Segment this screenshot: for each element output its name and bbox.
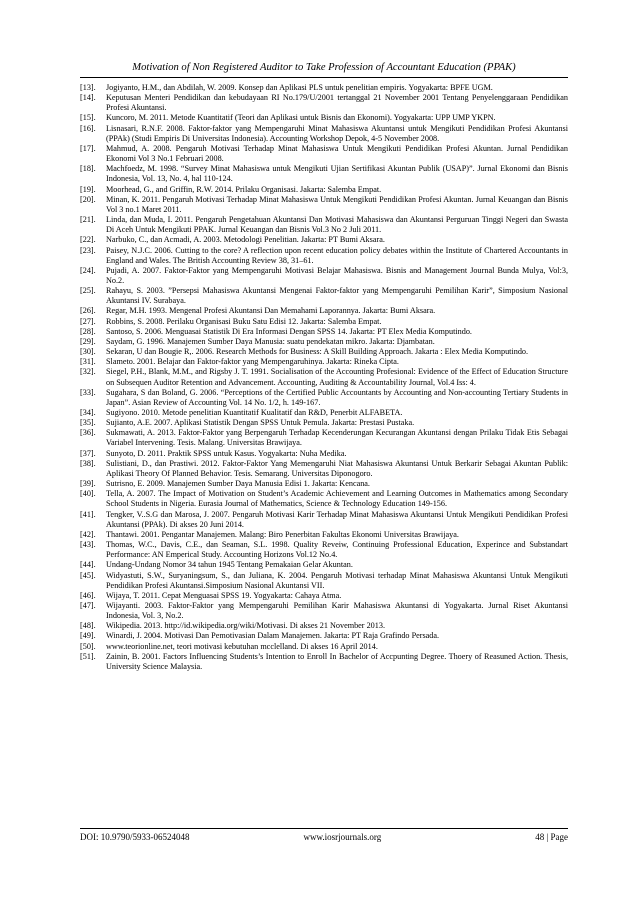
reference-text: Tengker, V..S.G dan Marosa, J. 2007. Pengaruh Motivasi Karir Terhadap Minat Mahasiswa Akuntansi Untuk Mengikuti Pendidikan Profesi Akuntansi (PPAk). Di akses 20 Juni 2014. — [106, 509, 568, 529]
reference-number: [44]. — [80, 560, 96, 570]
reference-item — [80, 652, 568, 672]
footer-doi: DOI: 10.9790/5933-06524048 — [80, 832, 190, 842]
reference-number: [50]. — [80, 641, 96, 651]
reference-item — [80, 347, 568, 357]
reference-text: Sukmawati, A. 2013. Faktor-Faktor yang Berpengaruh Terhadap Kecenderungan Kecurangan Akuntansi dengan Prilaku Tidak Etis Sebagai Variabel Intervening. Tesis. Malang. Universitas Brawijaya. — [106, 428, 568, 448]
reference-text: Kuncoro, M. 2011. Metode Kuantitatif (Teori dan Aplikasi untuk Bisnis dan Ekonomi). Yogyakarta: UPP UMP YKPN. — [106, 113, 496, 123]
reference-text: Jogiyanto, H.M., dan Abdilah, W. 2009. Konsep dan Aplikasi PLS untuk penelitian empiris. Yogyakarta: BPFE UGM. — [106, 83, 493, 92]
reference-item — [80, 408, 568, 418]
reference-number: [20]. — [80, 194, 96, 204]
reference-text: www.teorionline.net, teori motivasi kebutuhan mcclelland. Di akses 16 April 2014. — [106, 641, 378, 651]
reference-text: Tella, A. 2007. The Impact of Motivation on Student’s Academic Achievement and Learning Outcomes in Mathematics among Secondary School Students in Nigeria. Eurasia Journal of Mathematics, Science & Technology Education 149-156. — [106, 489, 568, 509]
reference-text: Mahmud, A. 2008. Pengaruh Motivasi Terhadap Minat Mahasiswa Untuk Mengikuti Pendidikan Profesi Akuntan. Jurnal Pendidikan Ekonomi Vol 3 No.1 Februari 2008. — [106, 143, 568, 164]
reference-text: Winardi, J. 2004. Motivasi Dan Pemotivasian Dalam Manajemen. Jakarta: PT Raja Grafindo Persada. — [106, 631, 440, 641]
reference-item — [80, 286, 568, 306]
reference-item — [80, 388, 568, 408]
reference-item — [80, 93, 568, 113]
reference-number: [39]. — [80, 479, 96, 489]
reference-item — [80, 124, 568, 144]
reference-number: [41]. — [80, 509, 96, 519]
reference-item — [80, 306, 568, 316]
reference-item — [80, 459, 568, 479]
footer-page-number: 48 | Page — [535, 832, 568, 842]
reference-number: [43]. — [80, 540, 96, 550]
reference-item — [80, 164, 568, 184]
reference-number: [26]. — [80, 306, 96, 316]
reference-text: Linda, dan Muda, I. 2011. Pengaruh Pengetahuan Akuntansi Dan Motivasi Mahasiswa dan Akuntansi Perguruan Tinggi Negeri dan Swasta Di Aceh Untuk Mengikuti PPAK. Jurnal Keuangan dan Bisnis Vol.3 No 2 Juli 2011. — [106, 215, 568, 235]
reference-number: [27]. — [80, 316, 96, 326]
reference-item — [80, 357, 568, 367]
reference-text: Moorhead, G., and Griffin, R.W. 2014. Prilaku Organisasi. Jakarta: Salemba Empat. — [106, 184, 382, 194]
reference-text: Zainin, B. 2001. Factors Influencing Students’s Intention to Enroll In Bachelor of Accpunting Degree. Thoery of Reasuned Action. Thesis, University Science Malaysia. — [106, 651, 568, 671]
reference-number: [23]. — [80, 245, 96, 255]
reference-text: Wikipedia. 2013. http://id.wikipedia.org/wiki/Motivasi. Di akses 21 November 2013. — [106, 621, 385, 631]
reference-item — [80, 571, 568, 591]
running-header: Motivation of Non Registered Auditor to Take Profession of Accountant Education (PPAK) — [132, 62, 516, 73]
reference-number: [18]. — [80, 164, 96, 174]
reference-number: [16]. — [80, 123, 96, 133]
reference-text: Machfoedz, M. 1998. “Survey Minat Mahasiswa untuk Mengikuti Ujian Sertifikasi Akuntan Publik (USAP)”. Jurnal Ekonomi dan Bisnis Indonesia, Vol. 13, No. 4, hal 110-124. — [106, 164, 568, 184]
reference-item — [80, 642, 568, 652]
reference-text: Minan, K. 2011. Pengaruh Motivasi Terhadap Minat Mahasiswa Untuk Mengikuti Pendidikan Profesi Akuntan. Jurnal Keuangan dan Bisnis Vol 3 no.1 Maret 2011. — [106, 194, 568, 214]
footer-divider — [80, 828, 568, 829]
reference-number: [28]. — [80, 326, 96, 336]
reference-item — [80, 621, 568, 631]
reference-number: [48]. — [80, 621, 96, 631]
reference-text: Sugiyono. 2010. Metode penelitian Kuantitatif Kualitatif dan R&D, Penerbit ALFABETA. — [106, 408, 403, 417]
reference-text: Pujadi, A. 2007. Faktor-Faktor yang Mempengaruhi Motivasi Belajar Mahasiswa. Bisnis and Management Journal Bunda Mulya, Vol:3, No.2. — [106, 265, 568, 285]
reference-text: Keputusan Menteri Pendidikan dan kebudayaan RI No.179/U/2001 tertanggal 21 November 2001 Tentang Penyelenggaraan Pendidikan Profesi Akuntansi. — [106, 93, 568, 113]
reference-text: Robbins, S. 2008. Perilaku Organisasi Buku Satu Edisi 12. Jakarta: Salemba Empat. — [106, 316, 382, 326]
reference-list — [80, 83, 568, 672]
reference-text: Santoso, S. 2006. Menguasai Statistik Di Era Informasi Dengan SPSS 14. Jakarta: PT Elex Media Komputindo. — [106, 326, 472, 336]
reference-item — [80, 83, 568, 93]
reference-text: Slameto. 2001. Belajar dan Faktor-faktor yang Mempengaruhinya. Jakarta: Rineka Cipta. — [106, 357, 399, 367]
reference-number: [19]. — [80, 184, 96, 194]
reference-item — [80, 418, 568, 428]
reference-number: [30]. — [80, 347, 96, 357]
reference-number: [13]. — [80, 83, 96, 92]
reference-number: [29]. — [80, 336, 96, 346]
reference-item — [80, 449, 568, 459]
reference-text: Wijayanti. 2003. Faktor-Faktor yang Mempengaruhi Pemilihan Karir Mahasiswa Akuntansi di Yogyakarta. Jurnal Riset Akuntansi Indonesia, Vol. 3, No.2. — [106, 600, 568, 621]
reference-item — [80, 601, 568, 621]
reference-item — [80, 215, 568, 235]
reference-item — [80, 246, 568, 266]
reference-item — [80, 266, 568, 286]
reference-number: [46]. — [80, 590, 96, 600]
reference-text: Wijaya, T. 2011. Cepat Menguasai SPSS 19. Yogyakarta: Cahaya Atma. — [106, 590, 342, 600]
reference-number: [14]. — [80, 93, 96, 103]
reference-item — [80, 113, 568, 123]
reference-number: [15]. — [80, 113, 96, 123]
reference-item — [80, 337, 568, 347]
reference-text: Sutrisno, E. 2009. Manajemen Sumber Daya Manusia Edisi 1. Jakarta: Kencana. — [106, 479, 370, 489]
reference-item — [80, 144, 568, 164]
reference-number: [47]. — [80, 600, 96, 610]
reference-item — [80, 428, 568, 448]
reference-item — [80, 367, 568, 387]
reference-text: Sugahara, S dan Boland, G. 2006. “Perceptions of the Certified Public Accountants by Accounting and Non-accounting Tertiary Students in Japan”. Asian Review of Accounting Vol. 14 No. 1/2, h. 149-167. — [106, 387, 568, 407]
reference-number: [25]. — [80, 286, 96, 296]
reference-number: [24]. — [80, 265, 96, 275]
reference-text: Thantawi. 2001. Pengantar Manajemen. Malang: Biro Penerbitan Fakultas Ekonomi Universitas Brawijaya. — [106, 529, 459, 539]
reference-text: Sunyoto, D. 2011. Praktik SPSS untuk Kasus. Yogyakarta: Nuha Medika. — [106, 448, 347, 458]
reference-text: Undang-Undang Nomor 34 tahun 1945 Tentang Pemakaian Gelar Akuntan. — [106, 560, 353, 570]
reference-text: Rahayu, S. 2003. ”Persepsi Mahasiswa Akuntansi Mengenai Faktor-faktor yang Mempengaruhi Pemilihan Karir”, Simposium Nasional Akuntansi IV. Surabaya. — [106, 286, 568, 306]
reference-text: Sulistiani, D., dan Prastiwi. 2012. Faktor-Faktor Yang Memengaruhi Niat Mahasiswa Akuntansi Untuk Berkarir Sebagai Akuntan Publik: Aplikasi Theory Of Planned Behavior. Tesis. Semarang. Universitas Diponogoro. — [106, 458, 568, 478]
reference-text: Regar, M.H. 1993. Mengenal Profesi Akuntansi Dan Memahami Laporannya. Jakarta: Bumi Aksara. — [106, 306, 436, 316]
reference-number: [32]. — [80, 367, 96, 377]
reference-number: [45]. — [80, 570, 96, 580]
reference-item — [80, 489, 568, 509]
reference-number: [37]. — [80, 448, 96, 458]
reference-number: [49]. — [80, 631, 96, 641]
reference-item — [80, 327, 568, 337]
reference-text: Thomas, W.C., Davis, C.E., dan Seaman, S.L. 1998. Quality Reveiw, Continuing Professional Education, Experince and Substandart Performance: AN Emperical Study. Accounting Horizons Vol.12 No.4. — [106, 540, 568, 560]
reference-item — [80, 317, 568, 327]
reference-item — [80, 540, 568, 560]
reference-item — [80, 560, 568, 570]
page-footer — [80, 832, 568, 842]
header-divider — [80, 77, 568, 78]
reference-item — [80, 631, 568, 641]
reference-text: Widyastuti, S.W., Suryaningsum, S., dan Juliana, K. 2004. Pengaruh Motivasi terhadap Minat Mahasiswa Akuntansi Untuk Mengikuti Pendidikan Profesi Akuntansi.Simposium Nasional Akuntansi VII. — [106, 570, 568, 590]
reference-number: [36]. — [80, 428, 96, 438]
reference-item — [80, 530, 568, 540]
reference-item — [80, 591, 568, 601]
reference-text: Sujianto, A.E. 2007. Aplikasi Statistik Dengan SPSS Untuk Pemula. Jakarta: Prestasi Pustaka. — [106, 418, 415, 428]
reference-text: Lisnasari, R.N.F. 2008. Faktor-faktor yang Mempengaruhi Minat Mahasiswa Akuntansi untuk Mengikuti Pendidikan Profesi Akuntansi (PPAk) (Studi Empiris Di Universitas Indonesia). Accounting Workshop Depok, 4-5 November 2008. — [106, 123, 568, 143]
reference-number: [35]. — [80, 418, 96, 428]
reference-number: [34]. — [80, 408, 96, 417]
reference-item — [80, 195, 568, 215]
reference-item — [80, 185, 568, 195]
reference-number: [31]. — [80, 357, 96, 367]
reference-number: [51]. — [80, 651, 96, 661]
reference-item — [80, 510, 568, 530]
reference-number: [40]. — [80, 489, 96, 499]
reference-text: Sekaran, U dan Bougie R,. 2006. Research Methods for Business: A Skill Building Approach. Jakarta : Elex Media Komputindo. — [106, 347, 529, 357]
reference-number: [33]. — [80, 387, 96, 397]
reference-number: [17]. — [80, 143, 96, 153]
reference-text: Siegel, P.H., Blank, M.M., and Rigsby J. T. 1991. Socialisation of the Accounting Profesional: Evidence of the Effect of Education Structure on Subsequen Auditor Retention and Advancement. Accounting, Auditing & Accountability Journal, Vol.4 Iss: 4. — [106, 367, 568, 387]
footer-website: www.iosrjournals.org — [303, 832, 382, 842]
reference-number: [22]. — [80, 235, 96, 245]
reference-text: Paisey, N.J.C. 2006. Cutting to the core? A reflection upon recent education policy debates within the Institute of Chartered Accountants in England and Wales. The British Accounting Review 38, 31–61. — [106, 245, 568, 265]
reference-number: [42]. — [80, 529, 96, 539]
reference-item — [80, 479, 568, 489]
reference-number: [38]. — [80, 458, 96, 468]
reference-text: Narbuko, C., dan Acmadi, A. 2003. Metodologi Penelitian. Jakarta: PT Bumi Aksara. — [106, 235, 385, 245]
reference-number: [21]. — [80, 215, 96, 225]
reference-item — [80, 235, 568, 245]
reference-text: Saydam, G. 1996. Manajemen Sumber Daya Manusia: suatu pendekatan mikro. Jakarta: Djambatan. — [106, 336, 435, 346]
